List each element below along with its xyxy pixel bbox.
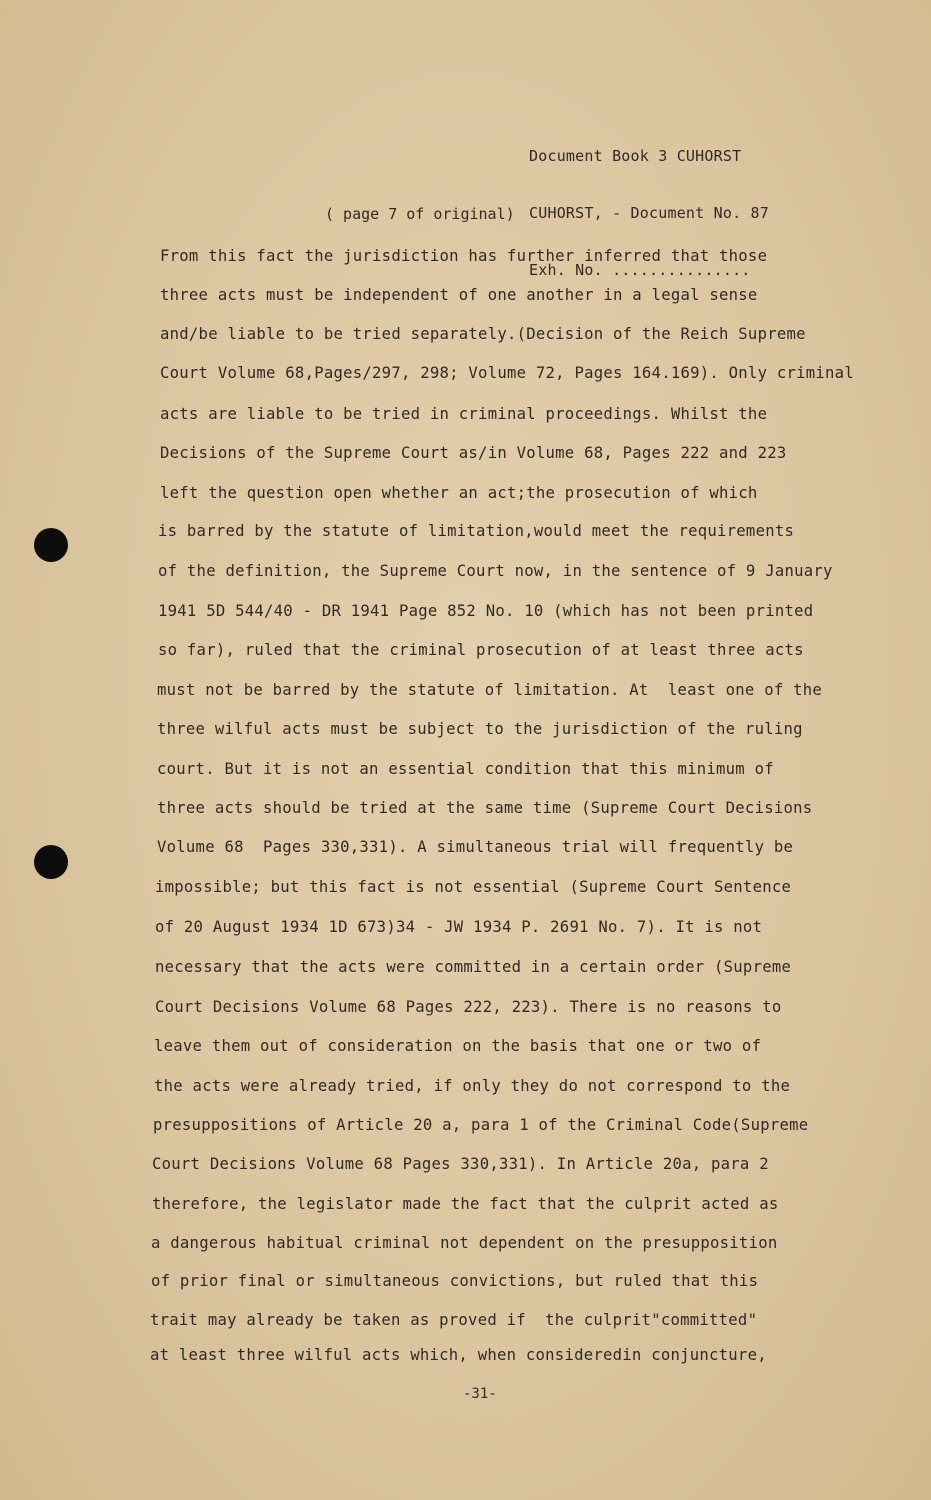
body-line: Court Decisions Volume 68 Pages 222, 223). There is no reasons to: [155, 998, 782, 1016]
punch-hole-top: [34, 528, 68, 562]
body-line: so far), ruled that the criminal prosecution of at least three acts: [158, 641, 804, 659]
body-line: of prior final or simultaneous convictions, but ruled that this: [151, 1272, 759, 1290]
body-line: left the question open whether an act;the prosecution of which: [160, 484, 758, 502]
body-line: Court Decisions Volume 68 Pages 330,331). In Article 20a, para 2: [152, 1155, 769, 1173]
body-line: trait may already be taken as proved if the culprit"committed": [150, 1311, 758, 1329]
body-line: three acts should be tried at the same time (Supreme Court Decisions: [157, 799, 813, 817]
body-line: is barred by the statute of limitation,would meet the requirements: [158, 522, 795, 540]
header-document-number: CUHORST, - Document No. 87: [529, 204, 769, 222]
body-line: Volume 68 Pages 330,331). A simultaneous trial will frequently be: [157, 838, 794, 856]
body-line: therefore, the legislator made the fact that the culprit acted as: [152, 1195, 779, 1213]
body-line: the acts were already tried, if only they do not correspond to the: [154, 1077, 791, 1095]
page-number: -31-: [463, 1386, 497, 1402]
header-exhibit-number: Exh. No. ...............: [529, 261, 751, 279]
original-page-note: ( page 7 of original): [325, 205, 515, 223]
body-line: at least three wilful acts which, when consideredin conjuncture,: [150, 1346, 767, 1364]
body-line: Decisions of the Supreme Court as/in Volume 68, Pages 222 and 223: [160, 444, 787, 462]
body-line: of 20 August 1934 1D 673)34 - JW 1934 P. 2691 No. 7). It is not: [155, 918, 763, 936]
document-header: [529, 109, 769, 299]
body-line: presuppositions of Article 20 a, para 1 of the Criminal Code(Supreme: [153, 1116, 809, 1134]
body-line: three acts must be independent of one another in a legal sense: [160, 286, 758, 304]
punch-hole-bottom: [34, 845, 68, 879]
body-line: three wilful acts must be subject to the jurisdiction of the ruling: [157, 720, 803, 738]
body-line: and/be liable to be tried separately.(Decision of the Reich Supreme: [160, 325, 806, 343]
body-line: From this fact the jurisdiction has further inferred that those: [160, 247, 768, 265]
body-line: must not be barred by the statute of limitation. At least one of the: [157, 681, 823, 699]
body-line: impossible; but this fact is not essential (Supreme Court Sentence: [155, 878, 792, 896]
body-line: Court Volume 68,Pages/297, 298; Volume 72, Pages 164.169). Only criminal: [160, 364, 854, 382]
body-line: necessary that the acts were committed in a certain order (Supreme: [155, 958, 792, 976]
body-line: 1941 5D 544/40 - DR 1941 Page 852 No. 10 (which has not been printed: [158, 602, 814, 620]
body-line: of the definition, the Supreme Court now, in the sentence of 9 January: [158, 562, 833, 580]
body-line: acts are liable to be tried in criminal proceedings. Whilst the: [160, 405, 768, 423]
body-line: leave them out of consideration on the basis that one or two of: [154, 1037, 762, 1055]
header-document-book: Document Book 3 CUHORST: [529, 147, 742, 165]
body-line: court. But it is not an essential condition that this minimum of: [157, 760, 774, 778]
body-line: a dangerous habitual criminal not dependent on the presupposition: [151, 1234, 778, 1252]
